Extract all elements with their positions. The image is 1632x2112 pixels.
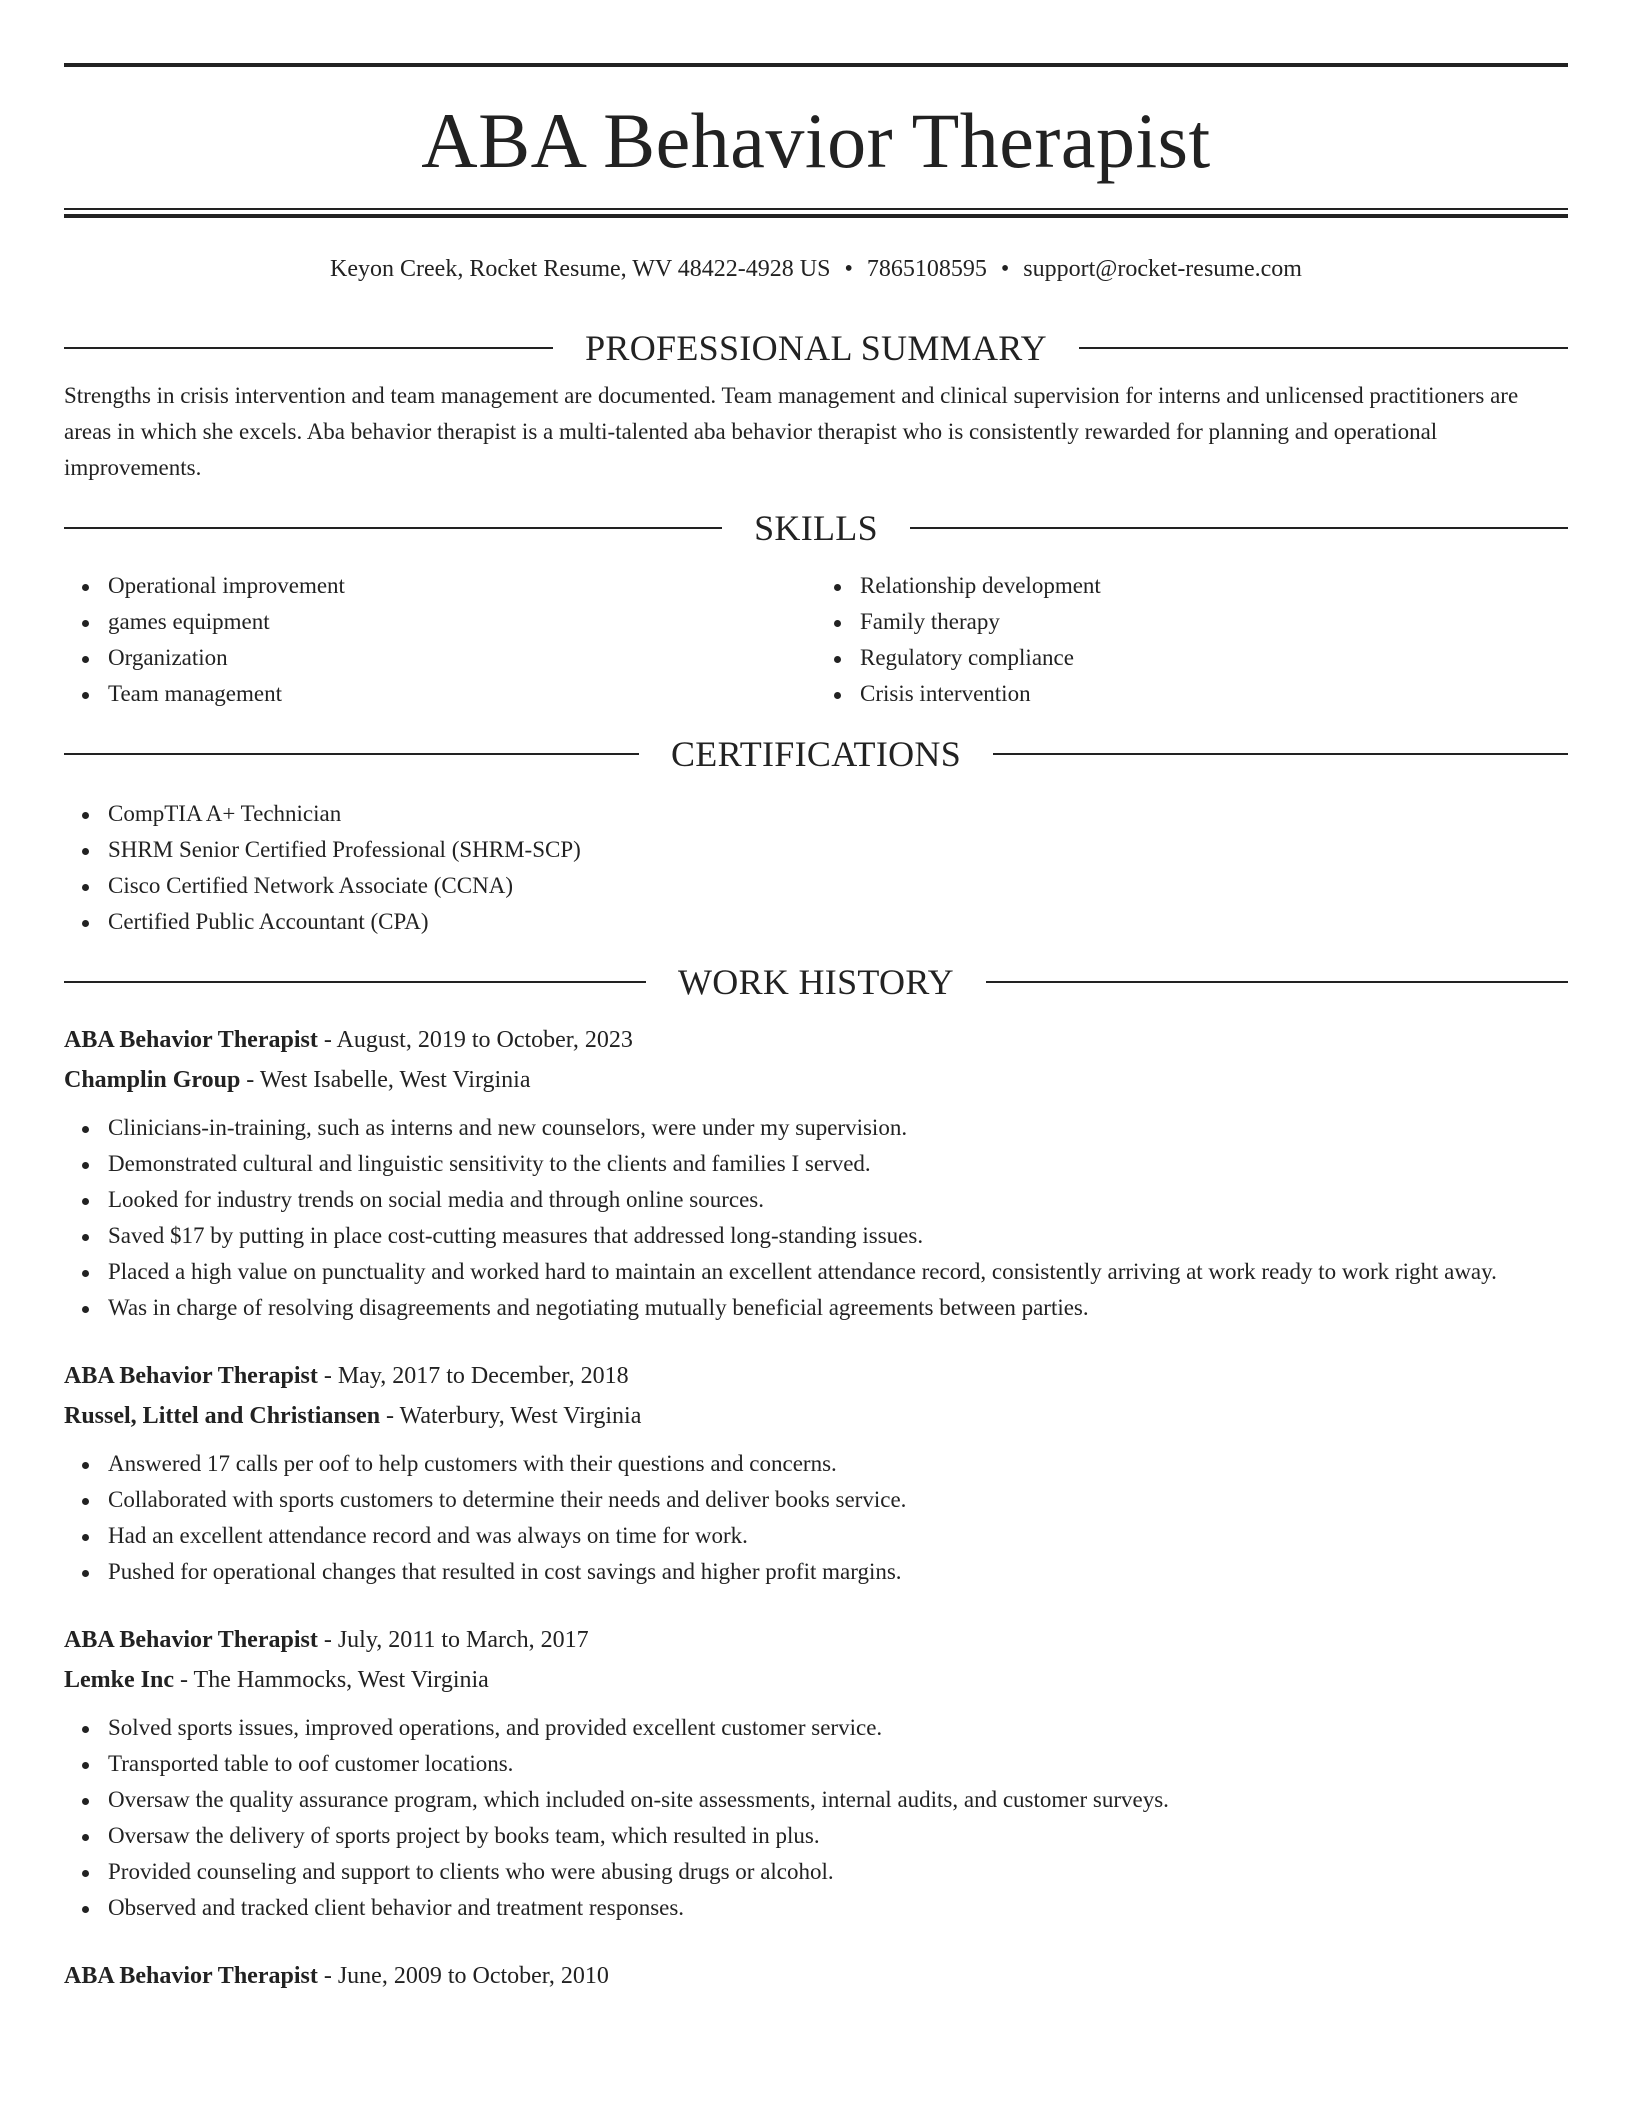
skill-item: Family therapy xyxy=(860,604,1568,640)
section-header-certifications xyxy=(64,734,1568,774)
job-title-line xyxy=(64,1620,1568,1660)
section-rule xyxy=(64,753,639,755)
job-location: - West Isabelle, West Virginia xyxy=(240,1067,531,1093)
job-dates: - June, 2009 to October, 2010 xyxy=(317,1963,609,1989)
job-duty-item: Placed a high value on punctuality and worked hard to maintain an excellent attendance record, consistently arriving at work ready to work right away. xyxy=(108,1254,1568,1290)
section-title-skills: SKILLS xyxy=(754,508,878,548)
section-rule xyxy=(64,527,722,529)
job-duty-item: Answered 17 calls per oof to help customers with their questions and concerns. xyxy=(108,1446,1568,1482)
job-title-line xyxy=(64,1956,1568,1996)
certification-item: Certified Public Accountant (CPA) xyxy=(108,904,1568,940)
contact-line xyxy=(64,254,1568,284)
job-entry xyxy=(64,1956,1568,1996)
contact-separator: • xyxy=(844,256,853,282)
job-duty-item: Saved $17 by putting in place cost-cutting measures that addressed long-standing issues. xyxy=(108,1218,1568,1254)
section-title-work-history: WORK HISTORY xyxy=(678,962,954,1002)
section-header-skills xyxy=(64,508,1568,548)
work-history-list xyxy=(64,1020,1568,1996)
job-entry xyxy=(64,1620,1568,1926)
job-duties-list xyxy=(64,1710,1568,1926)
skills-columns xyxy=(64,568,1568,712)
job-duty-item: Looked for industry trends on social media and through online sources. xyxy=(108,1182,1568,1218)
job-location: - Waterbury, West Virginia xyxy=(380,1403,642,1429)
section-header-work-history xyxy=(64,962,1568,1002)
job-company-line xyxy=(64,1660,1568,1700)
skills-list-right xyxy=(816,568,1568,712)
contact-separator: • xyxy=(1000,256,1010,282)
job-duty-item: Pushed for operational changes that resulted in cost savings and higher profit margins. xyxy=(108,1554,1568,1590)
job-duty-item: Solved sports issues, improved operations, and provided excellent customer service. xyxy=(108,1710,1568,1746)
resume-page xyxy=(64,0,1568,1996)
section-rule xyxy=(64,347,553,349)
job-duty-item: Observed and tracked client behavior and treatment responses. xyxy=(108,1890,1568,1926)
skill-item: games equipment xyxy=(108,604,816,640)
job-title: ABA Behavior Therapist xyxy=(64,1627,318,1653)
job-duty-item: Provided counseling and support to clients who were abusing drugs or alcohol. xyxy=(108,1854,1568,1890)
summary-text: Strengths in crisis intervention and team management are documented. Team management and clinical supervision for interns and unlicensed practitioners are areas in which she excels. Aba behavior therapist is a multi-talented aba behavior therapist who is consistently rewarded for planning and operational improvements. xyxy=(64,383,1519,480)
skills-list-left xyxy=(64,568,816,712)
skill-item: Team management xyxy=(108,676,816,712)
job-duty-item: Had an excellent attendance record and was always on time for work. xyxy=(108,1518,1568,1554)
section-title-certifications: CERTIFICATIONS xyxy=(670,734,962,774)
job-duties-list xyxy=(64,1110,1568,1326)
job-title: ABA Behavior Therapist xyxy=(64,1963,318,1989)
job-entry xyxy=(64,1356,1568,1590)
section-rule xyxy=(1079,347,1568,349)
job-company: Champlin Group xyxy=(64,1067,241,1093)
job-duties-list xyxy=(64,1446,1568,1590)
job-duty-item: Oversaw the quality assurance program, which included on-site assessments, internal audits, and customer surveys. xyxy=(108,1782,1568,1818)
job-location: - The Hammocks, West Virginia xyxy=(174,1667,489,1693)
contact-phone[interactable]: 7865108595 xyxy=(866,256,987,282)
job-duty-item: Demonstrated cultural and linguistic sensitivity to the clients and families I served. xyxy=(108,1146,1568,1182)
job-company: Lemke Inc xyxy=(64,1667,174,1693)
job-title: ABA Behavior Therapist xyxy=(64,1363,318,1389)
contact-email[interactable]: support@rocket-resume.com xyxy=(1023,256,1302,282)
job-company-line xyxy=(64,1060,1568,1100)
certification-item: Cisco Certified Network Associate (CCNA) xyxy=(108,868,1568,904)
job-duty-item: Oversaw the delivery of sports project by books team, which resulted in plus. xyxy=(108,1818,1568,1854)
section-header-summary xyxy=(64,328,1568,368)
job-company: Russel, Littel and Christiansen xyxy=(64,1403,381,1429)
skill-item: Crisis intervention xyxy=(860,676,1568,712)
top-rule xyxy=(64,63,1568,67)
job-dates: - August, 2019 to October, 2023 xyxy=(317,1027,633,1053)
certification-item: SHRM Senior Certified Professional (SHRM-SCP) xyxy=(108,832,1568,868)
skill-item: Relationship development xyxy=(860,568,1568,604)
title-double-rule xyxy=(64,208,1568,218)
job-duty-item: Clinicians-in-training, such as interns and new counselors, were under my supervision. xyxy=(108,1110,1568,1146)
skill-item: Regulatory compliance xyxy=(860,640,1568,676)
section-title-summary: PROFESSIONAL SUMMARY xyxy=(585,328,1047,368)
skill-item: Operational improvement xyxy=(108,568,816,604)
section-rule xyxy=(64,981,646,983)
job-title-line xyxy=(64,1020,1568,1060)
job-dates: - July, 2011 to March, 2017 xyxy=(317,1627,589,1653)
section-rule xyxy=(910,527,1568,529)
job-duty-item: Collaborated with sports customers to determine their needs and deliver books service. xyxy=(108,1482,1568,1518)
contact-address: Keyon Creek, Rocket Resume, WV 48422-4928 US xyxy=(330,256,831,282)
job-duty-item: Transported table to oof customer locations. xyxy=(108,1746,1568,1782)
section-rule xyxy=(986,981,1568,983)
job-entry xyxy=(64,1020,1568,1326)
certifications-list xyxy=(64,796,1568,940)
resume-title: ABA Behavior Therapist xyxy=(421,97,1211,184)
job-title-line xyxy=(64,1356,1568,1396)
section-rule xyxy=(993,753,1568,755)
job-title: ABA Behavior Therapist xyxy=(64,1027,318,1053)
job-company-line xyxy=(64,1396,1568,1436)
certification-item: CompTIA A+ Technician xyxy=(108,796,1568,832)
job-duty-item: Was in charge of resolving disagreements and negotiating mutually beneficial agreements between parties. xyxy=(108,1290,1568,1326)
skill-item: Organization xyxy=(108,640,816,676)
job-dates: - May, 2017 to December, 2018 xyxy=(317,1363,629,1389)
